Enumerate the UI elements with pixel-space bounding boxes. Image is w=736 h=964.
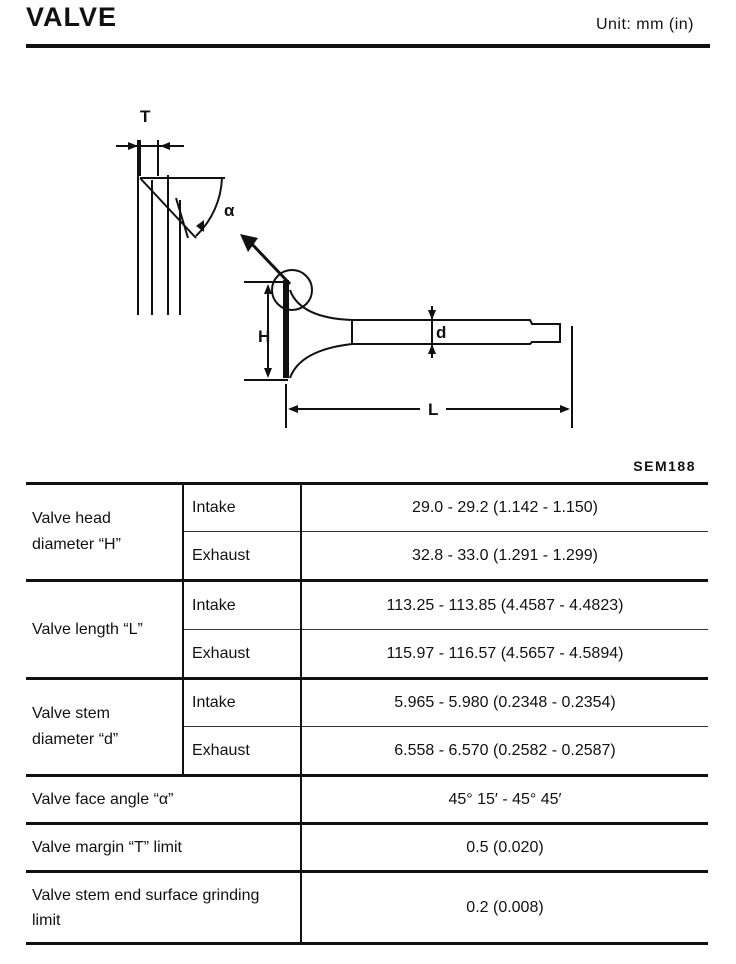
length-exhaust-value: 115.97 - 116.57 (4.5657 - 4.5894) <box>301 630 708 679</box>
head-diameter-exhaust-label: Exhaust <box>183 532 301 581</box>
table-row <box>26 679 708 727</box>
length-label: Valve length “L” <box>26 581 183 679</box>
label-d: d <box>436 323 447 342</box>
t-arrow-left <box>128 142 138 150</box>
stem-diameter-intake-label: Intake <box>183 679 301 727</box>
valve-outline <box>290 290 560 378</box>
l-arrow-left <box>288 405 298 413</box>
label-h: H <box>258 327 271 346</box>
head-diameter-exhaust-value: 32.8 - 33.0 (1.291 - 1.299) <box>301 532 708 581</box>
stem-diameter-intake-value: 5.965 - 5.980 (0.2348 - 0.2354) <box>301 679 708 727</box>
table-row <box>26 824 708 872</box>
h-arrow-top <box>264 284 272 294</box>
length-exhaust-label: Exhaust <box>183 630 301 679</box>
t-arrow-right <box>160 142 170 150</box>
h-arrow-bottom <box>264 368 272 378</box>
table-row <box>26 484 708 532</box>
stem-end-label: Valve stem end surface grinding limit <box>26 872 301 944</box>
valve-diagram <box>0 60 736 450</box>
header-rule <box>26 44 710 48</box>
face-angle-value: 45° 15′ - 45° 45′ <box>301 776 708 824</box>
face-angle-label: Valve face angle “α” <box>26 776 301 824</box>
spec-table <box>26 482 708 945</box>
head-diameter-intake-label: Intake <box>183 484 301 532</box>
length-intake-label: Intake <box>183 581 301 630</box>
label-alpha: α <box>224 201 235 220</box>
pointer-line <box>250 242 290 284</box>
d-arrow-bottom <box>428 344 436 354</box>
stem-diameter-label: Valve stem diameter “d” <box>26 679 183 776</box>
label-t: T <box>140 107 151 126</box>
head-diameter-label: Valve head diameter “H” <box>26 484 183 581</box>
unit-label: Unit: mm (in) <box>595 16 694 33</box>
table-row <box>26 581 708 630</box>
d-arrow-top <box>428 310 436 320</box>
page-title: VALVE <box>26 2 118 32</box>
alpha-arrow <box>196 220 204 232</box>
stem-diameter-exhaust-label: Exhaust <box>183 727 301 776</box>
table-row <box>26 872 708 944</box>
stem-diameter-exhaust-value: 6.558 - 6.570 (0.2582 - 0.2587) <box>301 727 708 776</box>
l-arrow-right <box>560 405 570 413</box>
length-intake-value: 113.25 - 113.85 (4.4587 - 4.4823) <box>301 581 708 630</box>
label-l: L <box>428 400 439 419</box>
stem-end-value: 0.2 (0.008) <box>301 872 708 944</box>
margin-value: 0.5 (0.020) <box>301 824 708 872</box>
detail-circle <box>272 270 312 310</box>
head-diameter-intake-value: 29.0 - 29.2 (1.142 - 1.150) <box>301 484 708 532</box>
table-row <box>26 776 708 824</box>
margin-label: Valve margin “T” limit <box>26 824 301 872</box>
figure-id: SEM188 <box>633 458 696 474</box>
